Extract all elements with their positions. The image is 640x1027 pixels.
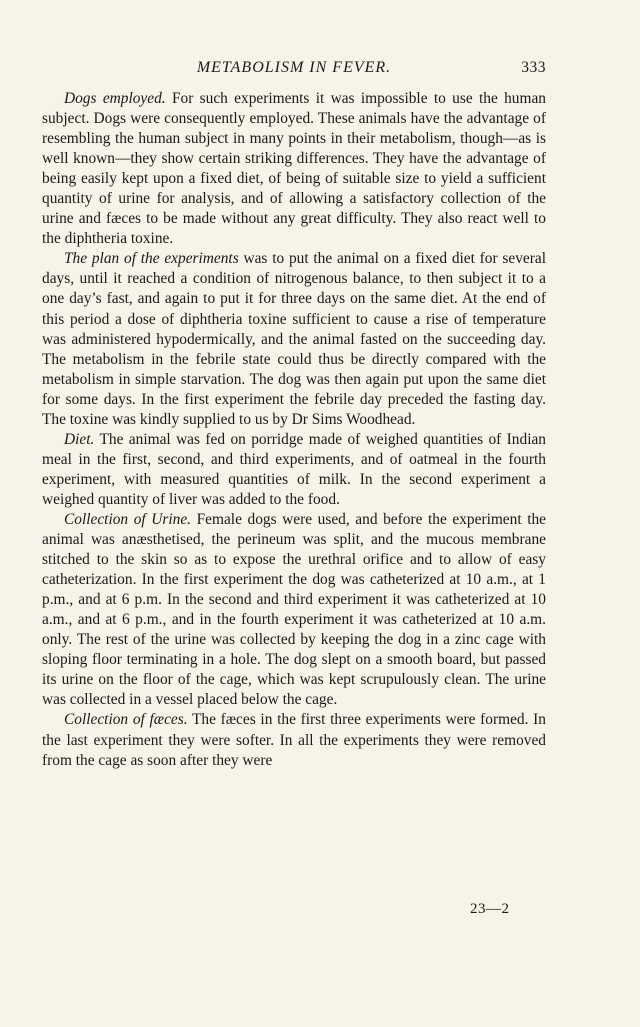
paragraph-text: For such experiments it was impossible to use the human subject. Dogs were consequently employed. These animals have the advantage of resembling the human subject in many points in their metabolism, though—as is well known—they show certain striking differences. They have the advantage of being easily kept upon a fixed diet, of being of suitable size to yield a sufficient quantity of urine for analysis, and of allowing a satisfactory collection of the urine and fæces to be made without any great difficulty. They also react well to the diphtheria toxine.	[42, 90, 546, 248]
paragraph-collection-of-faeces	[42, 710, 546, 770]
running-title: METABOLISM IN FEVER.	[196, 59, 392, 76]
body-text	[42, 89, 546, 771]
paragraph-text: The animal was fed on porridge made of weighed quantities of Indian meal in the first, second, and third experiments, and of oatmeal in the fourth experiment, with measured quantities of milk. In the second experiment a weighed quantity of liver was added to the food.	[42, 430, 546, 508]
paragraph-dogs-employed	[42, 89, 546, 249]
paragraph-text: Female dogs were used, and before the experiment the animal was anæsthetised, the perineum was split, and the mucous membrane stitched to the skin so as to expose the urethral orifice and to allow of easy catheterization. In the first experiment the dog was catheterized at 10 a.m., at 1 p.m., and at 6 p.m. In the second and third experiment it was catheterized at 10 a.m., and at 6 p.m., and in the fourth experiment it was catheterized at 10 a.m. only. The rest of the urine was collected by keeping the dog in a zinc cage with sloping floor terminating in a hole. The dog slept on a smooth board, but passed its urine on the floor of the cage, which was kept scrupulously clean. The urine was collected in a vessel placed below the cage.	[42, 510, 547, 709]
paragraph-lead: Dogs employed.	[64, 90, 166, 107]
signature-mark: 23—2	[470, 901, 510, 917]
page-number: 333	[521, 59, 546, 76]
paragraph-text: The fæces in the first three experiments were formed. In the last experiment they were softer. In all the experiments they were removed from the cage as soon after they were	[42, 711, 546, 769]
paragraph-diet	[42, 430, 546, 510]
page-header	[42, 56, 546, 80]
paragraph-text: was to put the animal on a fixed diet for several days, until it reached a condition of nitrogenous balance, to then subject it to a one day’s fast, and again to put it for three days on the same diet. At the end of this period a dose of diphtheria toxine sufficient to cause a rise of temperature was administered hypodermically, and the animal fasted on the succeeding day. The metabolism in the febrile state could thus be directly compared with the metabolism in simple starvation. The dog was then again put upon the same diet for some days. In the first experiment the febrile day preceded the fasting day. The toxine was kindly supplied to us by Dr Sims Woodhead.	[42, 250, 546, 428]
paragraph-lead: Diet.	[64, 430, 95, 448]
paragraph-plan-of-experiments	[42, 249, 546, 429]
paragraph-lead: The plan of the experiments	[64, 250, 239, 268]
paragraph-lead: Collection of fæces.	[64, 711, 188, 729]
paragraph-lead: Collection of Urine.	[64, 510, 192, 528]
paragraph-collection-of-urine	[42, 510, 546, 710]
